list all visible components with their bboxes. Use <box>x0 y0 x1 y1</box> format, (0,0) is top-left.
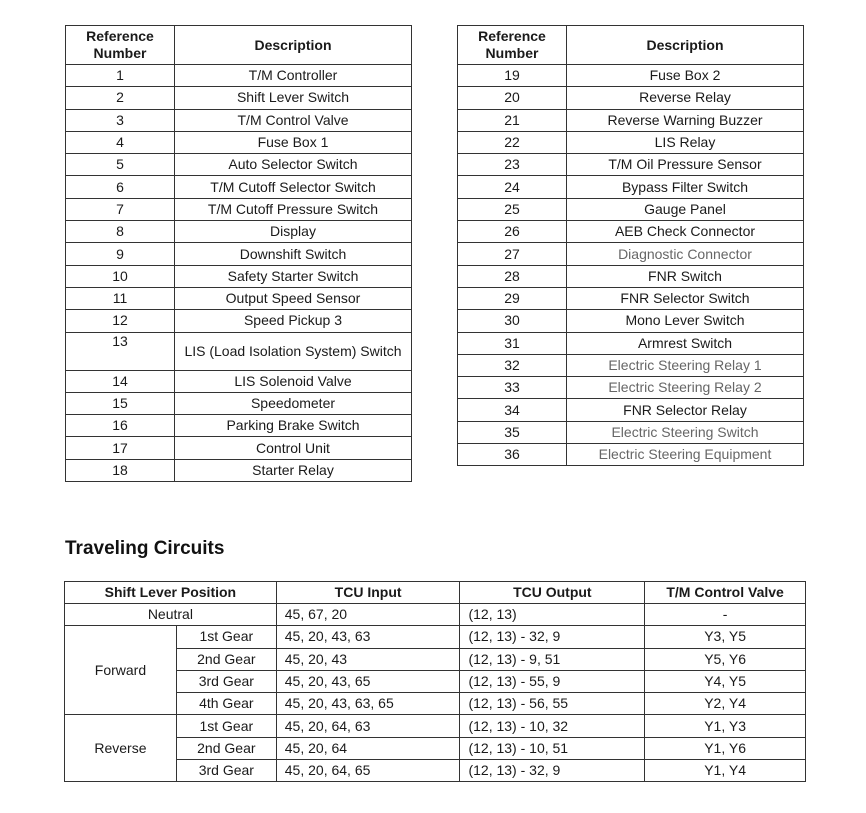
table-row <box>66 176 412 198</box>
gear-cell: 1st Gear <box>176 626 276 648</box>
table-row <box>458 154 804 176</box>
table-row <box>66 437 412 459</box>
table-row <box>66 243 412 265</box>
table-row <box>458 399 804 421</box>
gear-cell: 1st Gear <box>176 715 276 737</box>
reference-number-cell: 9 <box>66 243 175 265</box>
tcu-input-cell: 45, 20, 64, 65 <box>276 760 460 782</box>
description-cell: Gauge Panel <box>567 198 804 220</box>
table-row <box>458 287 804 309</box>
gear-cell: 3rd Gear <box>176 670 276 692</box>
description-cell: Reverse Relay <box>567 87 804 109</box>
tcu-output-cell: (12, 13) - 32, 9 <box>460 760 645 782</box>
description-cell: AEB Check Connector <box>567 221 804 243</box>
reference-number-cell: 7 <box>66 198 175 220</box>
tcu-output-cell: (12, 13) - 56, 55 <box>460 693 645 715</box>
description-cell: Parking Brake Switch <box>175 415 412 437</box>
reference-number-cell: 2 <box>66 87 175 109</box>
table-header-row <box>66 26 412 65</box>
table-row <box>458 265 804 287</box>
control-valve-cell: Y3, Y5 <box>645 626 806 648</box>
description-cell: FNR Selector Relay <box>567 399 804 421</box>
control-valve-cell: Y2, Y4 <box>645 693 806 715</box>
description-cell: Armrest Switch <box>567 332 804 354</box>
gear-cell: 2nd Gear <box>176 648 276 670</box>
reference-number-cell: 34 <box>458 399 567 421</box>
table-row <box>458 198 804 220</box>
tcu-input-cell: 45, 20, 43, 65 <box>276 670 460 692</box>
description-cell: Bypass Filter Switch <box>567 176 804 198</box>
reference-number-cell: 18 <box>66 459 175 481</box>
description-cell: Control Unit <box>175 437 412 459</box>
description-cell: LIS Solenoid Valve <box>175 370 412 392</box>
table-row <box>458 243 804 265</box>
header-tcu-output: TCU Output <box>460 582 645 604</box>
header-description: Description <box>175 26 412 65</box>
table-row <box>66 131 412 153</box>
section-title: Traveling Circuits <box>65 538 225 559</box>
reference-number-cell: 16 <box>66 415 175 437</box>
reference-number-cell: 11 <box>66 287 175 309</box>
control-valve-cell: Y1, Y4 <box>645 760 806 782</box>
control-valve-cell: Y4, Y5 <box>645 670 806 692</box>
gear-cell: 4th Gear <box>176 693 276 715</box>
table-row <box>458 444 804 466</box>
tcu-output-cell: (12, 13) - 10, 51 <box>460 737 645 759</box>
tcu-output-cell: (12, 13) - 10, 32 <box>460 715 645 737</box>
description-cell: T/M Cutoff Pressure Switch <box>175 198 412 220</box>
reference-number-cell: 35 <box>458 421 567 443</box>
table-row <box>66 310 412 332</box>
table-row <box>66 109 412 131</box>
reference-number-cell: 5 <box>66 154 175 176</box>
description-cell: LIS (Load Isolation System) Switch <box>175 332 412 370</box>
table-row <box>458 221 804 243</box>
table-row <box>66 392 412 414</box>
table-header-row <box>65 582 806 604</box>
description-cell: Fuse Box 1 <box>175 131 412 153</box>
description-cell: FNR Switch <box>567 265 804 287</box>
reference-number-cell: 23 <box>458 154 567 176</box>
table-row <box>65 693 806 715</box>
description-cell: Diagnostic Connector <box>567 243 804 265</box>
tcu-output-cell: (12, 13) - 32, 9 <box>460 626 645 648</box>
tcu-input-cell: 45, 20, 43 <box>276 648 460 670</box>
table-row <box>66 287 412 309</box>
description-cell: Speed Pickup 3 <box>175 310 412 332</box>
description-cell: Electric Steering Switch <box>567 421 804 443</box>
reference-number-cell: 36 <box>458 444 567 466</box>
reference-number-cell: 14 <box>66 370 175 392</box>
description-cell: T/M Control Valve <box>175 109 412 131</box>
description-cell: T/M Cutoff Selector Switch <box>175 176 412 198</box>
table-row <box>66 221 412 243</box>
table-row <box>66 198 412 220</box>
table-row <box>66 65 412 87</box>
tcu-input-cell: 45, 67, 20 <box>276 604 460 626</box>
description-cell: Safety Starter Switch <box>175 265 412 287</box>
reference-number-cell: 25 <box>458 198 567 220</box>
reference-number-cell: 8 <box>66 221 175 243</box>
table-row <box>458 109 804 131</box>
description-cell: FNR Selector Switch <box>567 287 804 309</box>
table-row <box>458 310 804 332</box>
control-valve-cell: Y1, Y6 <box>645 737 806 759</box>
table-row <box>66 154 412 176</box>
table-row <box>65 737 806 759</box>
reference-number-cell: 21 <box>458 109 567 131</box>
table-row <box>66 370 412 392</box>
traveling-circuits-table <box>64 581 806 782</box>
gear-cell: 3rd Gear <box>176 760 276 782</box>
table-row <box>458 131 804 153</box>
control-valve-cell: Y1, Y3 <box>645 715 806 737</box>
table-row <box>458 377 804 399</box>
header-shift-lever-position: Shift Lever Position <box>65 582 277 604</box>
description-cell: LIS Relay <box>567 131 804 153</box>
description-cell: T/M Oil Pressure Sensor <box>567 154 804 176</box>
header-tm-control-valve: T/M Control Valve <box>645 582 806 604</box>
table-row <box>65 760 806 782</box>
header-tcu-input: TCU Input <box>276 582 460 604</box>
header-description: Description <box>567 26 804 65</box>
reference-number-cell: 32 <box>458 354 567 376</box>
table-row-neutral <box>65 604 806 626</box>
reference-number-cell: 24 <box>458 176 567 198</box>
reference-number-cell: 30 <box>458 310 567 332</box>
reference-number-cell: 29 <box>458 287 567 309</box>
gear-cell: 2nd Gear <box>176 737 276 759</box>
tcu-output-cell: (12, 13) - 9, 51 <box>460 648 645 670</box>
description-cell: Display <box>175 221 412 243</box>
control-valve-cell: - <box>645 604 806 626</box>
reference-number-cell: 6 <box>66 176 175 198</box>
reference-number-cell: 28 <box>458 265 567 287</box>
tcu-input-cell: 45, 20, 64 <box>276 737 460 759</box>
tcu-input-cell: 45, 20, 43, 63, 65 <box>276 693 460 715</box>
description-cell: Starter Relay <box>175 459 412 481</box>
reference-number-cell: 13 <box>66 332 175 370</box>
reference-number-cell: 1 <box>66 65 175 87</box>
reference-number-cell: 19 <box>458 65 567 87</box>
table-row <box>66 459 412 481</box>
table-row <box>66 332 412 370</box>
table-row <box>458 421 804 443</box>
header-reference-number: Reference Number <box>458 26 567 65</box>
table-row <box>458 87 804 109</box>
table-row <box>458 176 804 198</box>
table-row <box>65 715 806 737</box>
reference-number-cell: 4 <box>66 131 175 153</box>
reference-table-left <box>65 25 412 482</box>
description-cell: Electric Steering Relay 1 <box>567 354 804 376</box>
description-cell: Electric Steering Relay 2 <box>567 377 804 399</box>
neutral-label: Neutral <box>65 604 277 626</box>
reference-number-cell: 31 <box>458 332 567 354</box>
reference-number-cell: 26 <box>458 221 567 243</box>
table-header-row <box>458 26 804 65</box>
reference-number-cell: 27 <box>458 243 567 265</box>
description-cell: Output Speed Sensor <box>175 287 412 309</box>
table-row <box>65 626 806 648</box>
control-valve-cell: Y5, Y6 <box>645 648 806 670</box>
reference-number-cell: 17 <box>66 437 175 459</box>
tcu-output-cell: (12, 13) <box>460 604 645 626</box>
reverse-label: Reverse <box>65 715 177 782</box>
description-cell: Speedometer <box>175 392 412 414</box>
table-row <box>66 87 412 109</box>
description-cell: Downshift Switch <box>175 243 412 265</box>
description-cell: Electric Steering Equipment <box>567 444 804 466</box>
table-row <box>458 354 804 376</box>
table-row <box>65 670 806 692</box>
table-row <box>458 332 804 354</box>
table-row <box>66 415 412 437</box>
table-row <box>65 648 806 670</box>
description-cell: Shift Lever Switch <box>175 87 412 109</box>
description-cell: T/M Controller <box>175 65 412 87</box>
description-cell: Reverse Warning Buzzer <box>567 109 804 131</box>
tcu-input-cell: 45, 20, 64, 63 <box>276 715 460 737</box>
reference-number-cell: 22 <box>458 131 567 153</box>
description-cell: Auto Selector Switch <box>175 154 412 176</box>
table-row <box>458 65 804 87</box>
reference-number-cell: 15 <box>66 392 175 414</box>
description-cell: Mono Lever Switch <box>567 310 804 332</box>
reference-number-cell: 10 <box>66 265 175 287</box>
header-reference-number: Reference Number <box>66 26 175 65</box>
description-cell: Fuse Box 2 <box>567 65 804 87</box>
table-row <box>66 265 412 287</box>
reference-number-cell: 12 <box>66 310 175 332</box>
reference-number-cell: 3 <box>66 109 175 131</box>
reference-table-right <box>457 25 804 466</box>
forward-label: Forward <box>65 626 177 715</box>
tcu-input-cell: 45, 20, 43, 63 <box>276 626 460 648</box>
reference-number-cell: 20 <box>458 87 567 109</box>
tcu-output-cell: (12, 13) - 55, 9 <box>460 670 645 692</box>
reference-number-cell: 33 <box>458 377 567 399</box>
